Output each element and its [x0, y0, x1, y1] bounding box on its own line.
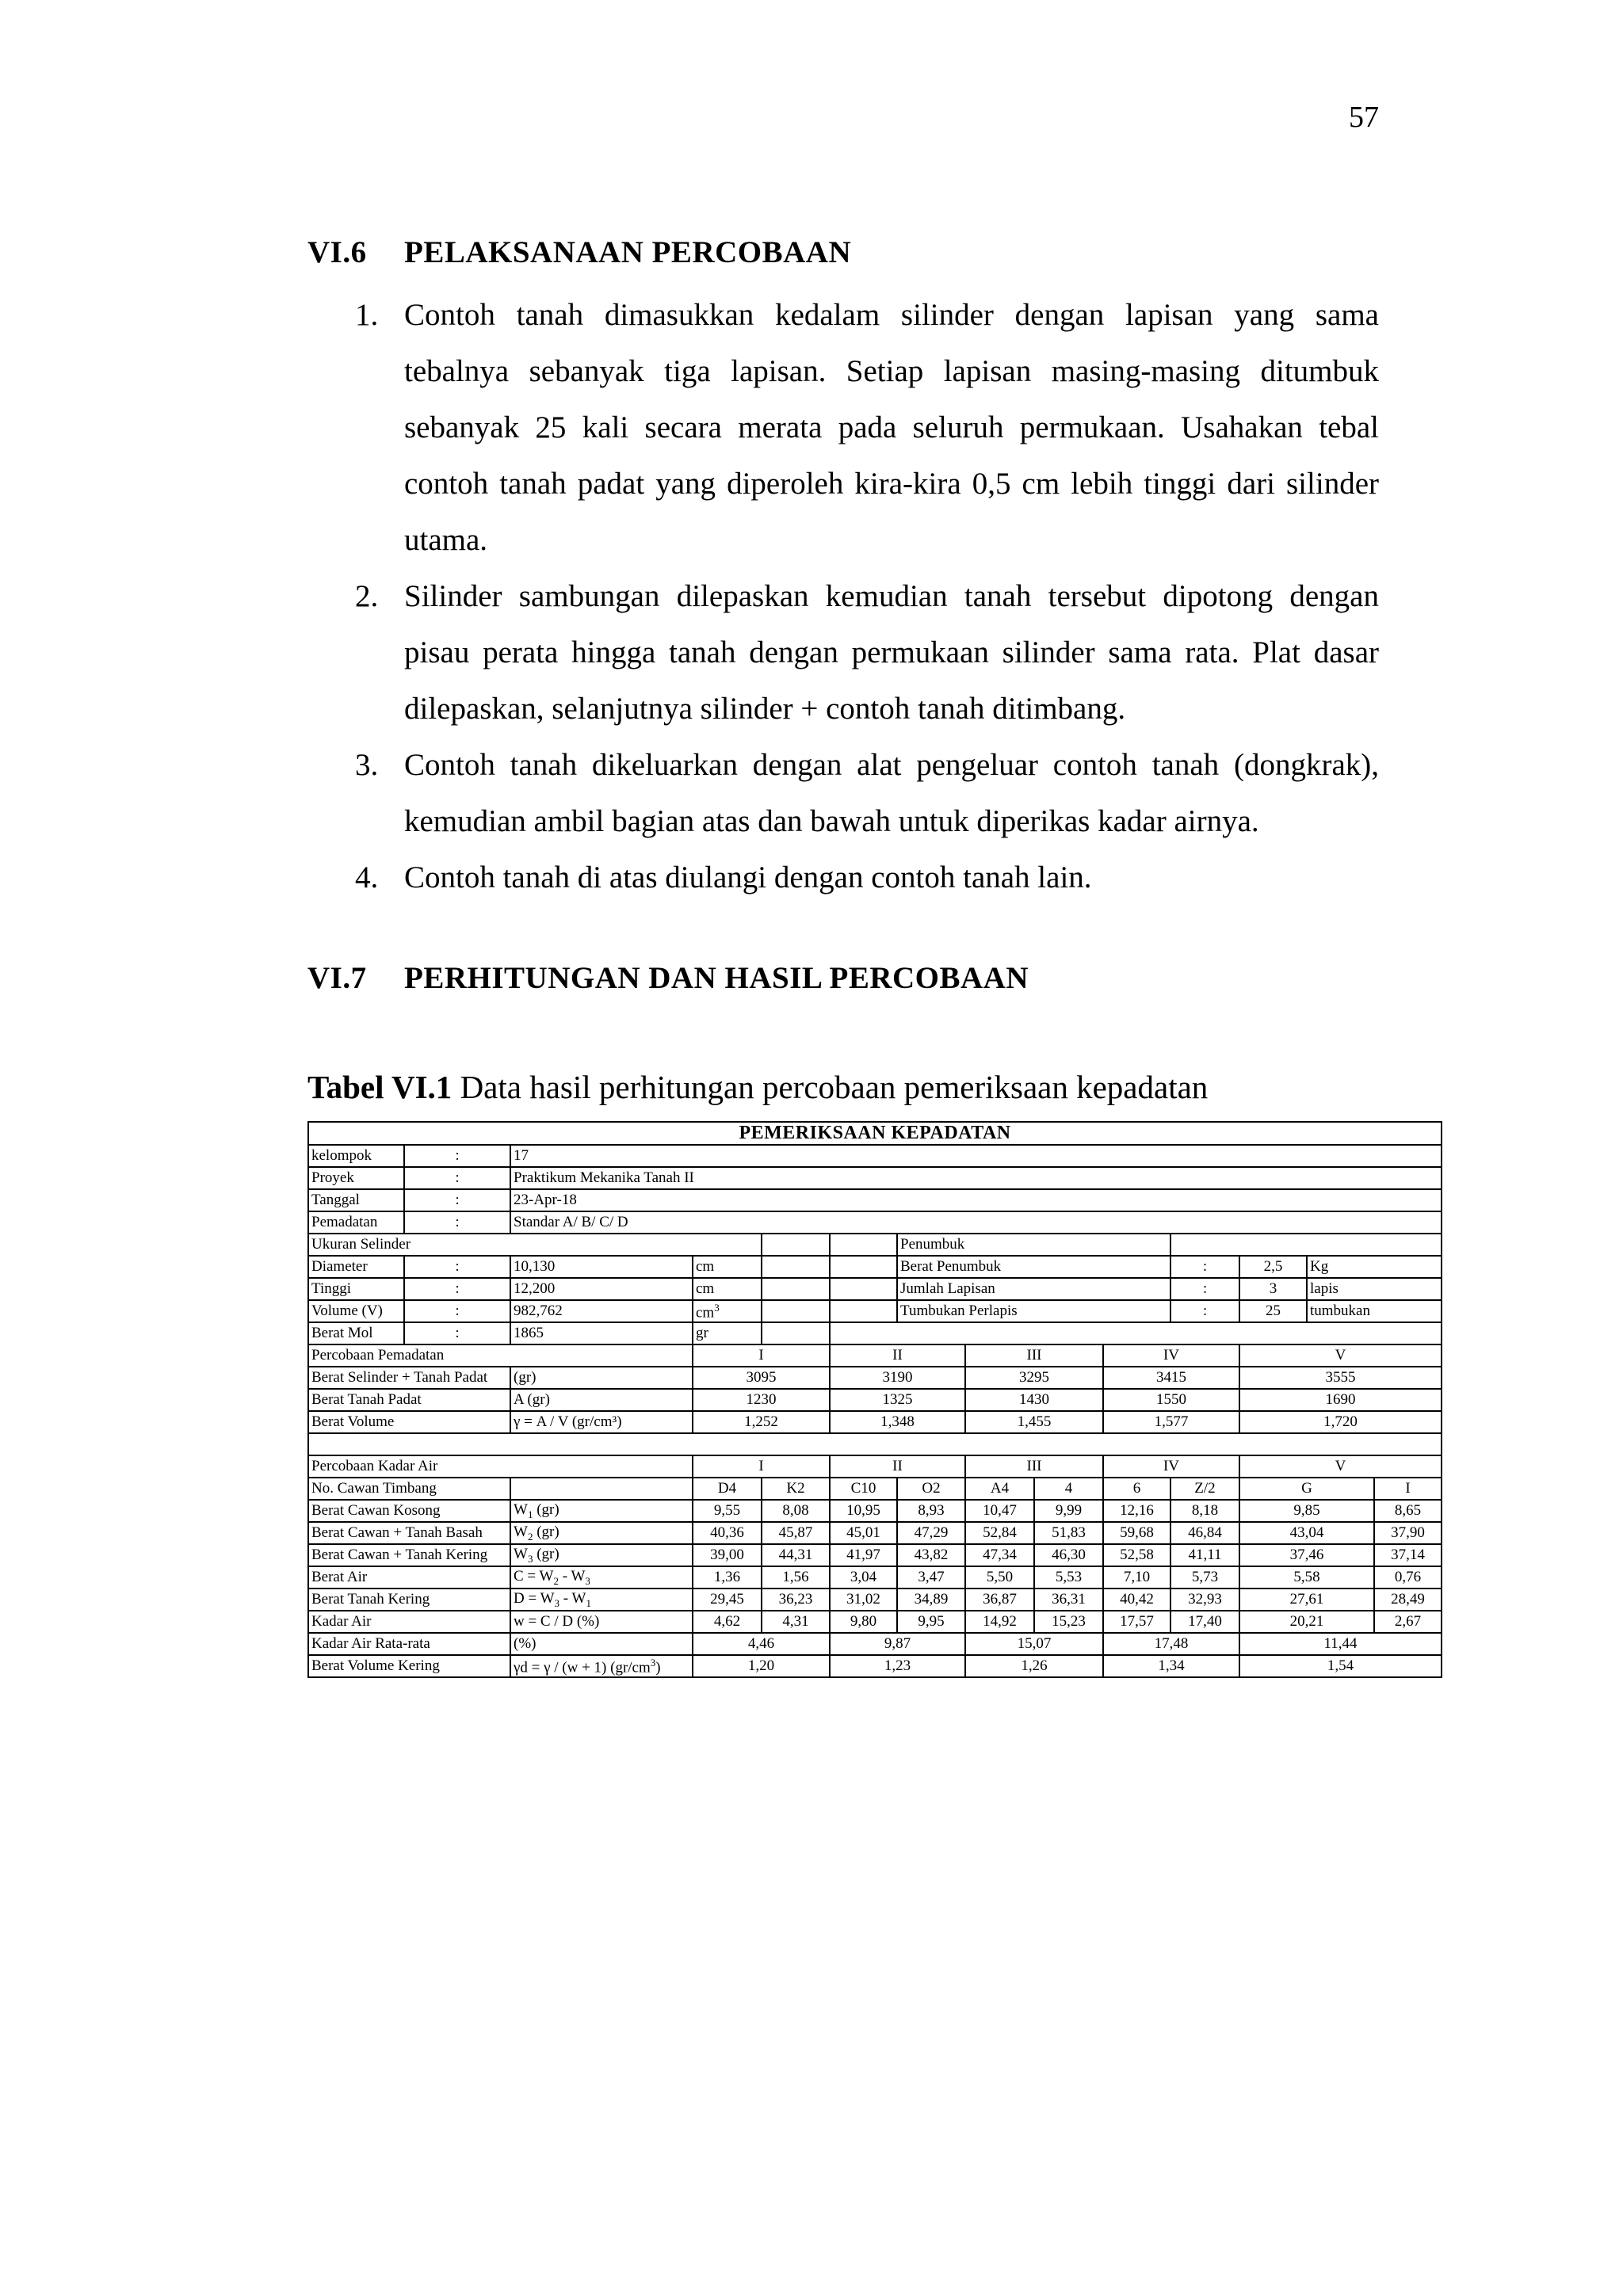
- silinder-label: Berat Mol: [308, 1322, 404, 1344]
- row-label: Berat Selinder + Tanah Padat: [308, 1367, 510, 1389]
- penumbuk-label: Penumbuk: [897, 1234, 1170, 1256]
- silinder-value: 12,200: [510, 1278, 693, 1300]
- value-cell: 37,46: [1239, 1544, 1374, 1566]
- value-cell: 7,10: [1103, 1566, 1170, 1589]
- row-label: Berat Cawan Kosong: [308, 1500, 510, 1522]
- info-label: Tanggal: [308, 1189, 404, 1211]
- empty-cell: [762, 1234, 830, 1256]
- colon: :: [404, 1211, 510, 1234]
- empty-cell: [762, 1278, 830, 1300]
- trial-number: II: [830, 1455, 965, 1478]
- value-cell: 31,02: [830, 1589, 897, 1611]
- row-label: No. Cawan Timbang: [308, 1478, 510, 1500]
- empty-cell: [830, 1234, 897, 1256]
- procedure-step: [307, 849, 1379, 906]
- cawan-id: C10: [830, 1478, 897, 1500]
- value-cell: 1,34: [1103, 1655, 1239, 1677]
- row-label: Berat Volume Kering: [308, 1655, 510, 1677]
- info-row: [308, 1167, 1442, 1189]
- value-cell: 1,54: [1239, 1655, 1442, 1677]
- row-label: Berat Tanah Kering: [308, 1589, 510, 1611]
- colon: :: [404, 1256, 510, 1278]
- step-text: Contoh tanah dikeluarkan dengan alat pengeluar contoh tanah (dongkrak), kemudian ambil bagian atas dan bawah untuk diperikas kadar airnya.: [404, 748, 1379, 838]
- value-cell: 20,21: [1239, 1611, 1374, 1633]
- kadar-air-row: [308, 1566, 1442, 1589]
- penumbuk-unit: Kg: [1307, 1256, 1442, 1278]
- value-cell: 1,20: [693, 1655, 830, 1677]
- info-value: Praktikum Mekanika Tanah II: [510, 1167, 1442, 1189]
- value-cell: 41,97: [830, 1544, 897, 1566]
- cawan-id: A4: [965, 1478, 1034, 1500]
- value-cell: 11,44: [1239, 1633, 1442, 1655]
- section-number: VI.6: [307, 235, 367, 269]
- value-cell: 3555: [1239, 1367, 1442, 1389]
- value-cell: 47,34: [965, 1544, 1034, 1566]
- kadar-air-row: [308, 1544, 1442, 1566]
- value-cell: 44,31: [762, 1544, 830, 1566]
- colon: :: [404, 1167, 510, 1189]
- info-value: Standar A/ B/ C/ D: [510, 1211, 1442, 1234]
- silinder-unit: cm: [693, 1256, 762, 1278]
- row-formula: (%): [510, 1633, 693, 1655]
- value-cell: 1,720: [1239, 1411, 1442, 1433]
- silinder-row: [308, 1322, 1442, 1344]
- penumbuk-value: 3: [1239, 1278, 1307, 1300]
- pemadatan-row: [308, 1389, 1442, 1411]
- procedure-step: [307, 568, 1379, 737]
- value-cell: 3415: [1103, 1367, 1239, 1389]
- value-cell: 10,95: [830, 1500, 897, 1522]
- value-cell: 0,76: [1374, 1566, 1442, 1589]
- value-cell: 1,252: [693, 1411, 830, 1433]
- empty-cell: [1170, 1234, 1442, 1256]
- row-label: Kadar Air Rata-rata: [308, 1633, 510, 1655]
- trial-number: III: [965, 1344, 1103, 1367]
- info-label: Pemadatan: [308, 1211, 404, 1234]
- kepadatan-table: [307, 1121, 1442, 1678]
- info-label: Proyek: [308, 1167, 404, 1189]
- kadar-air-row: [308, 1500, 1442, 1522]
- row-formula: $W_3$ (gr): [510, 1544, 693, 1566]
- kadar-air-row: [308, 1589, 1442, 1611]
- pemadatan-header-row: [308, 1344, 1442, 1367]
- value-cell: 3,04: [830, 1566, 897, 1589]
- penumbuk-unit: tumbukan: [1307, 1300, 1442, 1322]
- procedure-list: [307, 287, 1379, 906]
- step-number: 3.: [355, 748, 379, 782]
- value-cell: 1,577: [1103, 1411, 1239, 1433]
- cawan-id: 4: [1034, 1478, 1103, 1500]
- penumbuk-label: Berat Penumbuk: [897, 1256, 1170, 1278]
- row-formula: $W_1$ (gr): [510, 1500, 693, 1522]
- empty-cell: [830, 1300, 897, 1322]
- info-row: [308, 1189, 1442, 1211]
- pemadatan-header: Percobaan Pemadatan: [308, 1344, 693, 1367]
- empty-cell: [830, 1278, 897, 1300]
- colon: :: [404, 1189, 510, 1211]
- empty-cell: [762, 1256, 830, 1278]
- kadar-air-row: [308, 1522, 1442, 1544]
- value-cell: 17,40: [1170, 1611, 1239, 1633]
- row-formula: (gr): [510, 1367, 693, 1389]
- value-cell: 37,14: [1374, 1544, 1442, 1566]
- row-label: Berat Cawan + Tanah Basah: [308, 1522, 510, 1544]
- value-cell: 43,04: [1239, 1522, 1374, 1544]
- value-cell: 34,89: [897, 1589, 965, 1611]
- caption-label: Tabel VI.1: [307, 1069, 453, 1105]
- empty-cell: [830, 1256, 897, 1278]
- row-formula: A (gr): [510, 1389, 693, 1411]
- value-cell: 28,49: [1374, 1589, 1442, 1611]
- value-cell: 2,67: [1374, 1611, 1442, 1633]
- penumbuk-value: 2,5: [1239, 1256, 1307, 1278]
- value-cell: 40,42: [1103, 1589, 1170, 1611]
- trial-number: II: [830, 1344, 965, 1367]
- empty-cell: [830, 1322, 1442, 1344]
- step-text: Silinder sambungan dilepaskan kemudian tanah tersebut dipotong dengan pisau perata hingga tanah dengan permukaan silinder sama rata. Plat dasar dilepaskan, selanjutnya silinder + contoh tanah ditimbang.: [404, 579, 1379, 726]
- kadar-air-row: [308, 1611, 1442, 1633]
- cawan-id: I: [1374, 1478, 1442, 1500]
- row-label: Kadar Air: [308, 1611, 510, 1633]
- section-title: PELAKSANAAN PERCOBAAN: [404, 235, 852, 269]
- penumbuk-value: 25: [1239, 1300, 1307, 1322]
- info-value: 17: [510, 1145, 1442, 1167]
- caption-text: Data hasil perhitungan percobaan pemeriksaan kepadatan: [452, 1069, 1209, 1105]
- cawan-row: [308, 1478, 1442, 1500]
- value-cell: 3,47: [897, 1566, 965, 1589]
- value-cell: 3190: [830, 1367, 965, 1389]
- section-title: PERHITUNGAN DAN HASIL PERCOBAAN: [404, 961, 1029, 995]
- value-cell: 9,55: [693, 1500, 762, 1522]
- value-cell: 1,348: [830, 1411, 965, 1433]
- cawan-id: K2: [762, 1478, 830, 1500]
- colon: :: [404, 1300, 510, 1322]
- value-cell: 1,36: [693, 1566, 762, 1589]
- step-number: 2.: [355, 579, 379, 613]
- info-row: [308, 1211, 1442, 1234]
- ukuran-selinder-label: Ukuran Selinder: [308, 1234, 762, 1256]
- info-row: [308, 1145, 1442, 1167]
- silinder-label: Diameter: [308, 1256, 404, 1278]
- value-cell: 59,68: [1103, 1522, 1170, 1544]
- value-cell: 41,11: [1170, 1544, 1239, 1566]
- row-label: Berat Air: [308, 1566, 510, 1589]
- value-cell: 14,92: [965, 1611, 1034, 1633]
- value-cell: 5,58: [1239, 1566, 1374, 1589]
- value-cell: 52,58: [1103, 1544, 1170, 1566]
- value-cell: 32,93: [1170, 1589, 1239, 1611]
- berat-volume-kering-row: [308, 1655, 1442, 1677]
- value-cell: 4,46: [693, 1633, 830, 1655]
- value-cell: 1,455: [965, 1411, 1103, 1433]
- penumbuk-label: Tumbukan Perlapis: [897, 1300, 1170, 1322]
- value-cell: 9,80: [830, 1611, 897, 1633]
- colon: :: [404, 1145, 510, 1167]
- row-formula: γ = A / V (gr/cm³): [510, 1411, 693, 1433]
- value-cell: 1550: [1103, 1389, 1239, 1411]
- colon: :: [404, 1322, 510, 1344]
- step-number: 4.: [355, 860, 379, 894]
- value-cell: 36,23: [762, 1589, 830, 1611]
- value-cell: 10,47: [965, 1500, 1034, 1522]
- row-formula: γd = γ / (w + 1) $(gr/cm^3)$: [510, 1655, 693, 1677]
- row-formula: $D = W_3 - W_1$: [510, 1589, 693, 1611]
- value-cell: 9,85: [1239, 1500, 1374, 1522]
- procedure-step: [307, 737, 1379, 849]
- trial-number: V: [1239, 1344, 1442, 1367]
- silinder-value: 10,130: [510, 1256, 693, 1278]
- colon: :: [1170, 1256, 1239, 1278]
- value-cell: 8,93: [897, 1500, 965, 1522]
- table-caption: [307, 1068, 1208, 1106]
- info-value: 23-Apr-18: [510, 1189, 1442, 1211]
- value-cell: 36,31: [1034, 1589, 1103, 1611]
- value-cell: 9,99: [1034, 1500, 1103, 1522]
- value-cell: 15,23: [1034, 1611, 1103, 1633]
- colon: :: [404, 1278, 510, 1300]
- value-cell: 43,82: [897, 1544, 965, 1566]
- info-label: kelompok: [308, 1145, 404, 1167]
- colon: :: [1170, 1300, 1239, 1322]
- value-cell: 29,45: [693, 1589, 762, 1611]
- row-formula: $W_2$ (gr): [510, 1522, 693, 1544]
- empty-cell: [762, 1322, 830, 1344]
- kadar-air-header-row: [308, 1455, 1442, 1478]
- value-cell: 8,18: [1170, 1500, 1239, 1522]
- empty-cell: [510, 1478, 693, 1500]
- row-label: Berat Cawan + Tanah Kering: [308, 1544, 510, 1566]
- step-text: Contoh tanah di atas diulangi dengan contoh tanah lain.: [404, 860, 1092, 894]
- value-cell: 45,87: [762, 1522, 830, 1544]
- silinder-unit: gr: [693, 1322, 762, 1344]
- silinder-row: [308, 1256, 1442, 1278]
- silinder-row: [308, 1278, 1442, 1300]
- cawan-id: O2: [897, 1478, 965, 1500]
- value-cell: 3095: [693, 1367, 830, 1389]
- trial-number: I: [693, 1344, 830, 1367]
- value-cell: 51,83: [1034, 1522, 1103, 1544]
- value-cell: 5,50: [965, 1566, 1034, 1589]
- value-cell: 9,95: [897, 1611, 965, 1633]
- value-cell: 47,29: [897, 1522, 965, 1544]
- page-number: 57: [1349, 101, 1379, 134]
- value-cell: 8,08: [762, 1500, 830, 1522]
- value-cell: 45,01: [830, 1522, 897, 1544]
- pemadatan-row: [308, 1411, 1442, 1433]
- cawan-id: G: [1239, 1478, 1374, 1500]
- cawan-id: D4: [693, 1478, 762, 1500]
- silinder-value: 1865: [510, 1322, 693, 1344]
- value-cell: 52,84: [965, 1522, 1034, 1544]
- spacer-row: [308, 1433, 1442, 1455]
- value-cell: 1,23: [830, 1655, 965, 1677]
- trial-number: IV: [1103, 1455, 1239, 1478]
- trial-number: III: [965, 1455, 1103, 1478]
- value-cell: 39,00: [693, 1544, 762, 1566]
- value-cell: 17,48: [1103, 1633, 1239, 1655]
- step-number: 1.: [355, 298, 379, 332]
- penumbuk-label: Jumlah Lapisan: [897, 1278, 1170, 1300]
- value-cell: 27,61: [1239, 1589, 1374, 1611]
- value-cell: 12,16: [1103, 1500, 1170, 1522]
- procedure-step: [307, 287, 1379, 568]
- value-cell: 15,07: [965, 1633, 1103, 1655]
- kadar-air-header: Percobaan Kadar Air: [308, 1455, 693, 1478]
- value-cell: 46,84: [1170, 1522, 1239, 1544]
- value-cell: 4,62: [693, 1611, 762, 1633]
- value-cell: 5,53: [1034, 1566, 1103, 1589]
- value-cell: 3295: [965, 1367, 1103, 1389]
- value-cell: 1,26: [965, 1655, 1103, 1677]
- value-cell: 9,87: [830, 1633, 965, 1655]
- section-number: VI.7: [307, 961, 367, 995]
- pemadatan-row: [308, 1367, 1442, 1389]
- table-title: PEMERIKSAAN KEPADATAN: [308, 1122, 1442, 1145]
- row-formula: w = C / D (%): [510, 1611, 693, 1633]
- cawan-id: 6: [1103, 1478, 1170, 1500]
- value-cell: 5,73: [1170, 1566, 1239, 1589]
- silinder-unit: cm: [693, 1278, 762, 1300]
- value-cell: 1230: [693, 1389, 830, 1411]
- value-cell: 1,56: [762, 1566, 830, 1589]
- value-cell: 36,87: [965, 1589, 1034, 1611]
- value-cell: 1325: [830, 1389, 965, 1411]
- value-cell: 1690: [1239, 1389, 1442, 1411]
- silinder-unit: $cm^3$: [693, 1300, 762, 1322]
- silinder-value: 982,762: [510, 1300, 693, 1322]
- value-cell: 4,31: [762, 1611, 830, 1633]
- value-cell: 46,30: [1034, 1544, 1103, 1566]
- value-cell: 40,36: [693, 1522, 762, 1544]
- silinder-label: Tinggi: [308, 1278, 404, 1300]
- trial-number: I: [693, 1455, 830, 1478]
- trial-number: IV: [1103, 1344, 1239, 1367]
- row-label: Berat Tanah Padat: [308, 1389, 510, 1411]
- value-cell: 1430: [965, 1389, 1103, 1411]
- row-label: Berat Volume: [308, 1411, 510, 1433]
- rata-rata-row: [308, 1633, 1442, 1655]
- ukuran-header-row: [308, 1234, 1442, 1256]
- penumbuk-unit: lapis: [1307, 1278, 1442, 1300]
- value-cell: 8,65: [1374, 1500, 1442, 1522]
- silinder-row: [308, 1300, 1442, 1322]
- step-text: Contoh tanah dimasukkan kedalam silinder dengan lapisan yang sama tebalnya sebanyak tiga lapisan. Setiap lapisan masing-masing ditumbuk sebanyak 25 kali secara merata pada seluruh permukaan. Usahakan tebal contoh tanah padat yang diperoleh kira-kira 0,5 cm lebih tinggi dari silinder utama.: [404, 298, 1379, 557]
- value-cell: 37,90: [1374, 1522, 1442, 1544]
- row-formula: $C = W_2 - W_3$: [510, 1566, 693, 1589]
- colon: :: [1170, 1278, 1239, 1300]
- value-cell: 17,57: [1103, 1611, 1170, 1633]
- silinder-label: Volume (V): [308, 1300, 404, 1322]
- empty-cell: [308, 1433, 1442, 1455]
- empty-cell: [762, 1300, 830, 1322]
- cawan-id: Z/2: [1170, 1478, 1239, 1500]
- trial-number: V: [1239, 1455, 1442, 1478]
